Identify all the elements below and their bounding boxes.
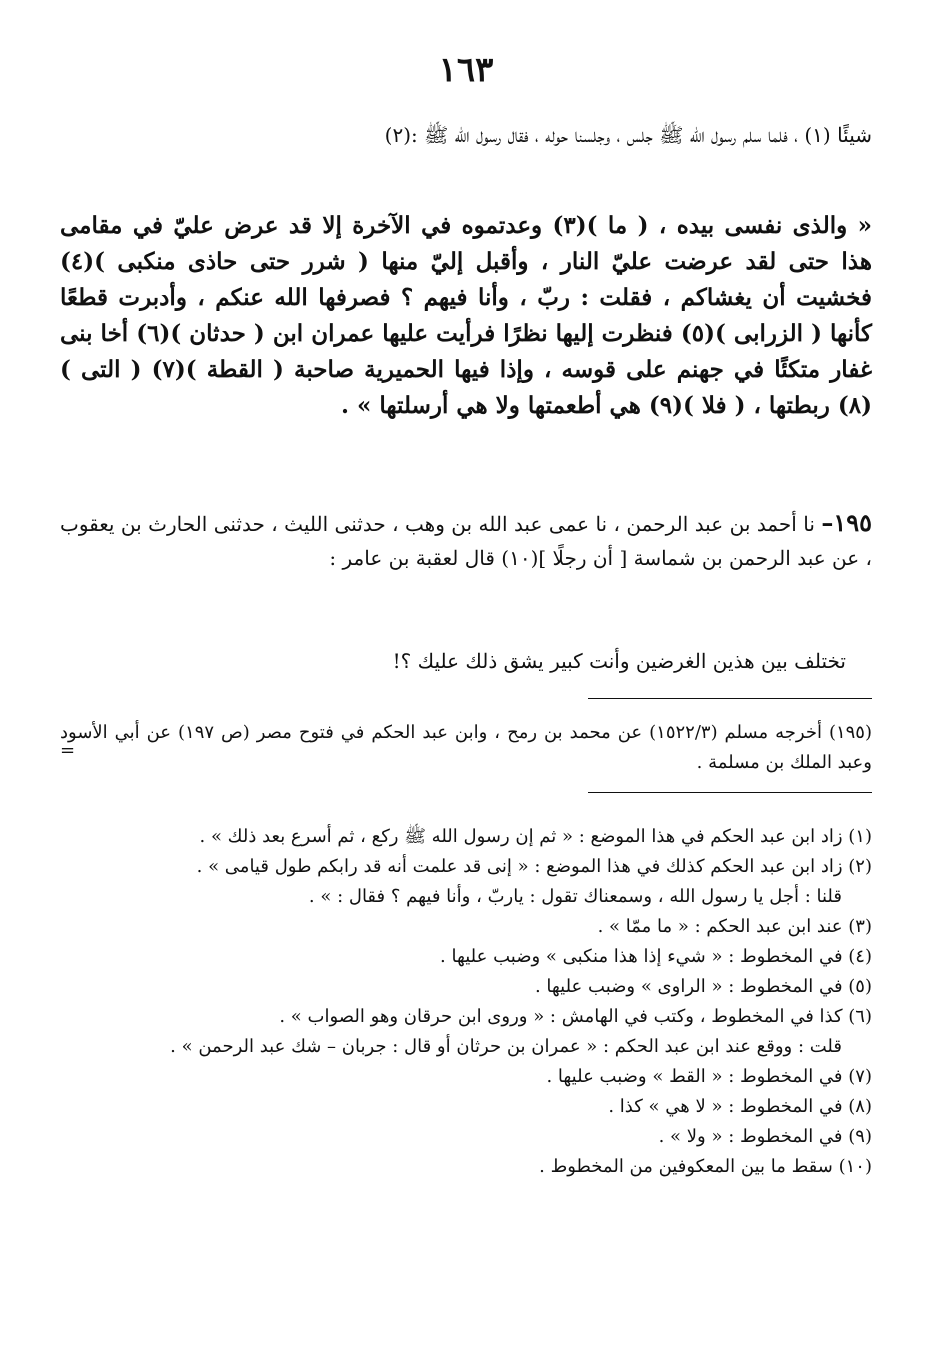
intro-paragraph: شيئًا (١) ، فلما سلم رسول الله ﷺ جلس ، وجلسنا حوله ، فقال رسول الله ﷺ :(٢): [384, 123, 872, 147]
footnote-item: (٥) في المخطوط : « الراوى » وضبب عليها .: [534, 976, 872, 997]
footnote-continuation: قلنا : أجل يا رسول الله ، وسمعناك تقول : ياربّ ، وأنا فيهم ؟ فقال : » .: [308, 886, 842, 907]
footnote-item: (٣) عند ابن عبد الحكم : « ما ممّا » .: [597, 916, 872, 937]
footnote-item: (١٠) سقط ما بين المعكوفين من المخطوط .: [539, 1156, 872, 1177]
footnote-item: (٢) زاد ابن عبد الحكم كذلك في هذا الموضع : « إنى قد علمت أنه قد رابكم طول قيامى » .: [196, 856, 872, 877]
hadith-number: ١٩٥–: [821, 508, 872, 537]
document-page: [60, 0, 872, 1358]
footnote-item: (٦) كذا في المخطوط ، وكتب في الهامش : « وروى ابن حرقان وهو الصواب » .: [279, 1006, 872, 1027]
takhrij-note: (١٩٥) أخرجه مسلم (١٥٢٢/٣) عن محمد بن رمح ، وابن عبد الحكم في فتوح مصر (ص ١٩٧) عن أبي الأسود وعبد الملك بن مسلمة .: [60, 722, 873, 773]
footnote-divider: [588, 698, 872, 699]
footnote-item: (٧) في المخطوط : « القط » وضبب عليها .: [546, 1066, 872, 1087]
hadith-text: « والذى نفسى بيده ، ( ما )(٣) وعدتموه في الآخرة إلا قد عرض عليّ في مقامى هذا حتى لقد عرضت عليّ النار ، وأقبل إليّ منها ( شرر حتى حاذى منكبى )(٤) فخشيت أن يغشاكم ، فقلت : ربّ ، وأنا فيهم ؟ فصرفها الله عنكم ، وأدبرت قطعًا كأنها ( الزرابى )(٥) فنظرت إليها نظرًا فرأيت عليها عمران ابن ( حدثان )(٦) أخا بنى غفار متكئًا في جهنم على قوسه ، وإذا فيها الحميرية صاحبة ( القطة )(٧) ( التى )(٨) ربطتها ، ( فلا )(٩) هي أطعمتها ولا هي أرسلتها » .: [60, 212, 873, 419]
footnotes-list: [60, 822, 872, 1182]
continuation-mark: =: [60, 740, 76, 761]
footnote-item: (٤) في المخطوط : « شيء إذا هذا منكبى » وضبب عليها .: [440, 946, 872, 967]
footnote-divider-secondary: [588, 792, 872, 793]
footnote-item: (١) زاد ابن عبد الحكم في هذا الموضع : « ثم إن رسول الله ﷺ ركع ، ثم أسرع بعد ذلك » .: [199, 826, 872, 847]
isnad-text: نا أحمد بن عبد الرحمن ، نا عمى عبد الله بن وهب ، حدثنى الليث ، حدثنى الحارث بن يعقوب ، عن عبد الرحمن بن شماسة [ أن رجلًا ](١٠) قال لعقبة بن عامر :: [60, 512, 872, 570]
isnad-paragraph: [60, 506, 872, 575]
quote-line: تختلف بين هذين الغرضين وأنت كبير يشق ذلك عليك ؟!: [392, 649, 846, 673]
footnote-item: (٨) في المخطوط : « لا هي » كذا .: [608, 1096, 872, 1117]
footnote-continuation: قلت : ووقع عند ابن عبد الحكم : « عمران بن حرثان أو قال : جربان – شك عبد الرحمن » .: [170, 1036, 842, 1057]
page-number: ١٦٣: [438, 50, 494, 90]
footnote-item: (٩) في المخطوط : « ولا » .: [658, 1126, 872, 1147]
